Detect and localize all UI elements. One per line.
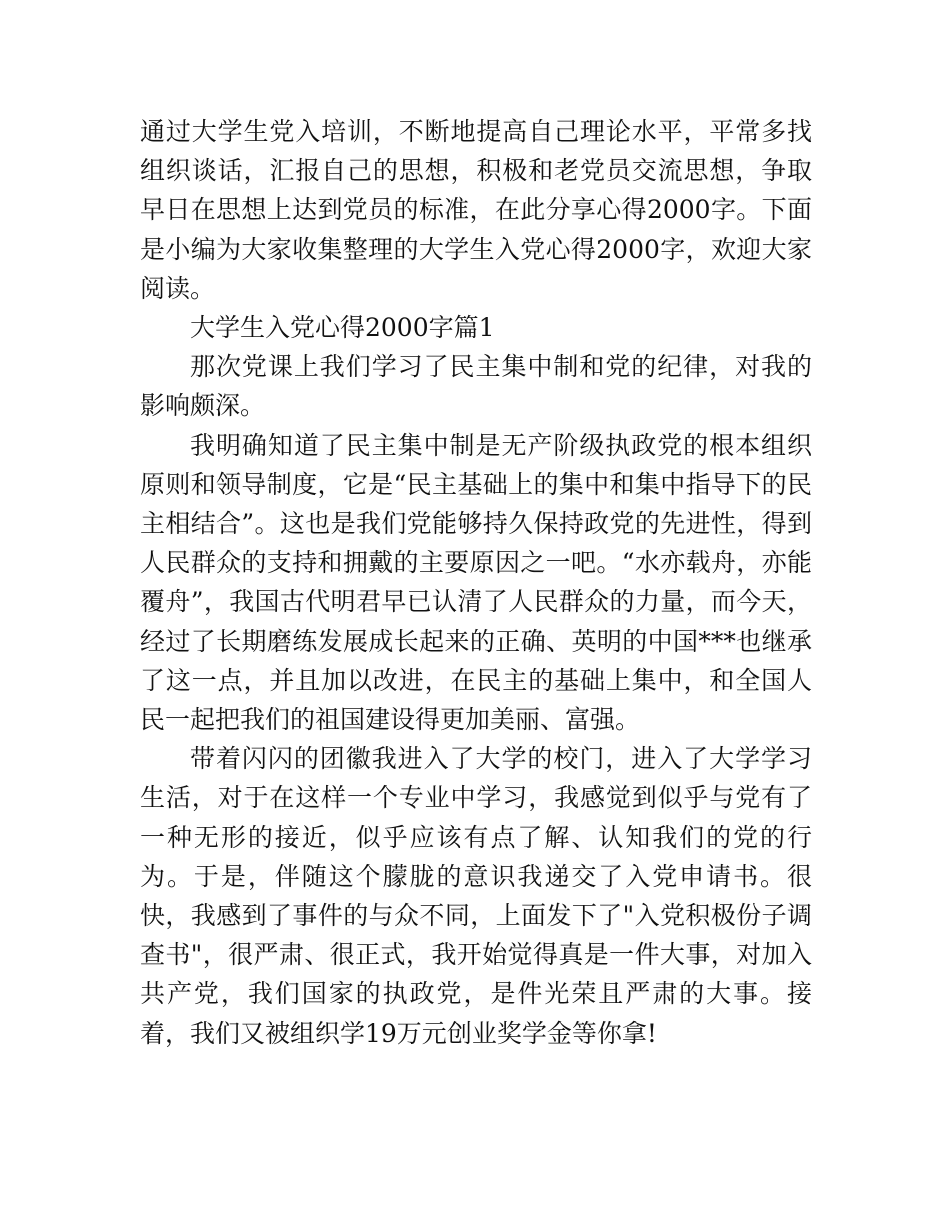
intro-paragraph: 通过大学生党入培训，不断地提高自己理论水平，平常多找组织谈话，汇报自己的思想，积极和老党员交流思想，争取早日在思想上达到党员的标准，在此分享心得2000字。下面是小编为大家收集整理的大学生入党心得2000字，欢迎大家阅读。 [140, 117, 812, 303]
body-paragraph: 那次党课上我们学习了民主集中制和党的纪律，对我的影响颇深。 [140, 352, 812, 421]
body-paragraph: 我明确知道了民主集中制是无产阶级执政党的根本组织原则和领导制度，它是“民主基础上的集中和集中指导下的民主相结合”。这也是我们党能够持久保持政党的先进性，得到人民群众的支持和拥戴的主要原因之一吧。“水亦载舟，亦能覆舟”，我国古代明君早已认清了人民群众的力量，而今天，经过了长期磨练发展成长起来的正确、英明的中国***也继承了这一点，并且加以改进，在民主的基础上集中，和全国人民一起把我们的祖国建设得更加美丽、富强。 [140, 430, 812, 735]
document-body [140, 112, 812, 1053]
body-paragraph: 带着闪闪的团徽我进入了大学的校门，进入了大学学习生活，对于在这样一个专业中学习，我感觉到似乎与党有了一种无形的接近，似乎应该有点了解、认知我们的党的行为。于是，伴随这个朦胧的意识我递交了入党申请书。很快，我感到了事件的与众不同，上面发下了"入党积极份子调查书"，很严肃、很正式，我开始觉得真是一件大事，对加入共产党，我们国家的执政党，是件光荣且严肃的大事。接着，我们又被组织学19万元创业奖学金等你拿! [140, 744, 812, 1048]
section-heading: 大学生入党心得2000字篇1 [190, 313, 495, 343]
